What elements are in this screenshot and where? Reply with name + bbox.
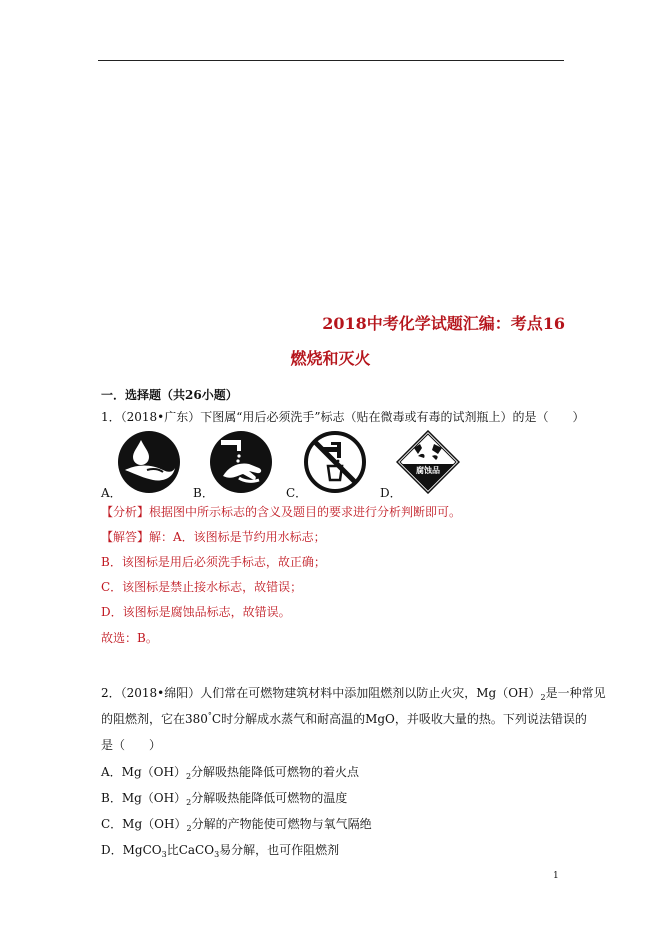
- wash-hands-icon: [209, 430, 273, 494]
- section-heading: 一．选择题（共26小题）: [101, 388, 238, 402]
- corrosive-icon: [396, 430, 460, 494]
- q1-option-c: C．: [286, 486, 308, 500]
- no-water-collection-icon: [303, 430, 367, 494]
- q1-answer: 【解答】解：A．该图标是节约用水标志；: [101, 530, 326, 544]
- q2-stem-line3: 是（ ）: [101, 738, 162, 752]
- header-rule: [98, 60, 564, 61]
- q1-option-b: B．: [193, 486, 214, 500]
- water-saving-icon: [117, 430, 181, 494]
- q2-option-a: A．$Mg(OH)_2$分解吸热能降低可燃物的着火点: [101, 765, 360, 781]
- q1-answer-d: D．该图标是腐蚀品标志，故错误。: [101, 605, 291, 619]
- q1-answer-b: B．该图标是用后必须洗手标志，故正确；: [101, 555, 326, 569]
- q2-option-c: C．$Mg(OH)_2$分解的产物能使可燃物与氧气隔绝: [101, 817, 372, 833]
- page-number: 1: [553, 871, 559, 881]
- q2-option-b: B．$Mg(OH)_2$分解吸热能降低可燃物的温度: [101, 791, 348, 807]
- q1-option-a: A．: [101, 486, 122, 500]
- q2-option-d: D．MgCO$_3$比CaCO$_3$易分解，也可作阻燃剂: [101, 843, 340, 859]
- q1-stem: 1．（2018•广东）下图属“用后必须洗手”标志（贴在微毒或有毒的试剂瓶上）的是（ ）: [101, 410, 585, 424]
- q2-stem-line1: 2．（2018•绵阳）人们常在可燃物建筑材料中添加阻燃剂以防止火灾，$Mg(OH)_2$是一种常见: [101, 686, 606, 702]
- q2-stem-line2: 的阻燃剂，它在380°C时分解成水蒸气和耐高温的MgO，并吸收大量的热。下列说法错误的: [101, 711, 587, 726]
- corrosive-label: 腐蚀品: [416, 466, 440, 475]
- doc-title-line2: 燃烧和灭火: [290, 349, 371, 368]
- q1-answer-c: C．该图标是禁止接水标志，故错误；: [101, 580, 303, 594]
- doc-title-line1: 2018中考化学试题汇编：考点16: [322, 314, 565, 333]
- q1-choice: 故选：B。: [101, 631, 158, 645]
- q1-analysis: 【分析】根据图中所示标志的含义及题目的要求进行分析判断即可。: [101, 505, 462, 519]
- q1-option-d: D．: [380, 486, 402, 500]
